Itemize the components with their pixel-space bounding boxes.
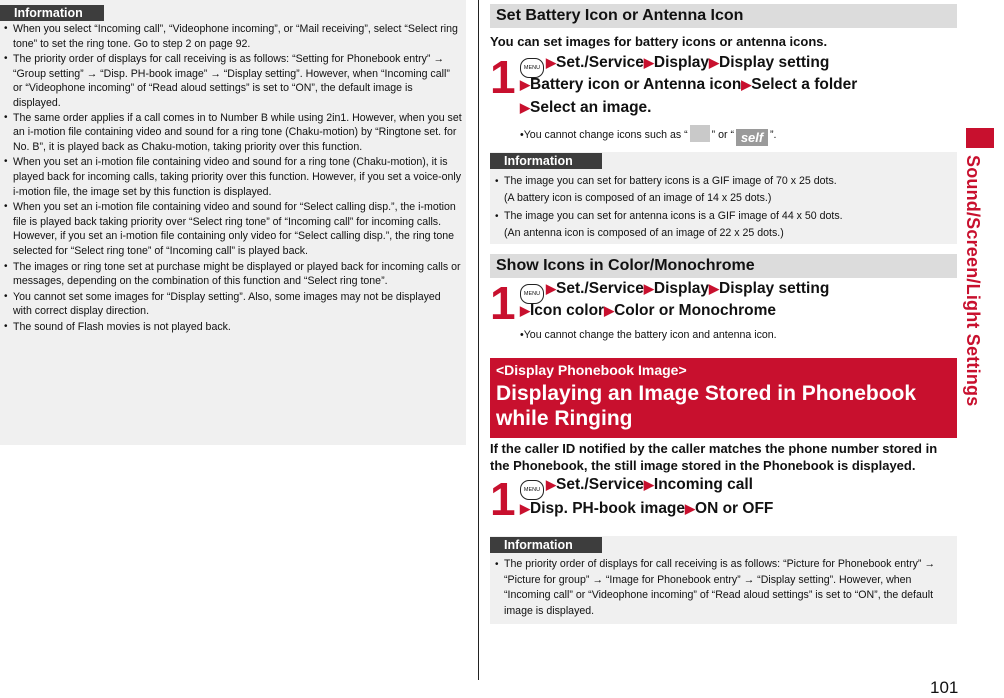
step-number: 1: [490, 473, 516, 525]
phonebook-title-banner: [490, 358, 957, 438]
chapter-side-title: Sound/Screen/Light Settings: [963, 155, 983, 407]
list-item: • The image you can set for battery icons is a GIF image of 70 x 25 dots. (A battery icon is composed of an image of 14 x 25 dots.): [493, 173, 953, 207]
step-line-1: MENU ▶Set./Service▶Display▶Display setting: [520, 54, 829, 78]
information-label: Information: [0, 5, 104, 21]
phonebook-lead-text: If the caller ID notified by the caller matches the phone number stored in the Phonebook, the still image stored in the Phonebook is displayed.: [490, 441, 938, 473]
list-item: • The images or ring tone set at purchase might be displayed or played back for incoming calls or messages, depending on the combination of this function and “Select ring tone”.: [2, 260, 462, 289]
phonebook-title: Displaying an Image Stored in Phonebook while Ringing: [496, 382, 917, 430]
list-item: • The sound of Flash movies is not played back.: [2, 320, 462, 335]
phonebook-subtitle: <Display Phonebook Image>: [496, 362, 687, 378]
step-line-2: ▶Disp. PH-book image▶ON or OFF: [520, 500, 774, 517]
list-item: • The priority order of displays for call receiving is as follows: “Picture for Phonebook entry” → “Picture for group” → “Image for Phonebook entry” → “Display setting”. However, when “Incoming call” or “Videophone incoming” of “Read aloud settings” is set to “ON”, the default image is displayed.: [493, 557, 953, 619]
list-item-continuation: • The same order applies if a call comes in to Number B while using 2in1. However, when you set an i-motion file containing video and sound for a ring tone (Chaku-motion) by “Ringtone set. for No. B”, it is played back as Chaku-motion, taking priority over this function.: [2, 111, 462, 155]
section-header-color: Show Icons in Color/Monochrome: [490, 254, 957, 278]
information-label: Information: [490, 537, 602, 553]
step-line-1: MENU ▶Set./Service▶Display▶Display setting: [520, 280, 829, 304]
list-item: • When you set an i-motion file containing video and sound for “Select calling disp.”, the i-motion file is played back taking priority over “Select ring tone” of “Incoming call” for incoming calls. However, if you set an i-motion file containing only video for “Select calling disp.”, the ring tone selected for “Select ring tone” of “Incoming call” is played back.: [2, 200, 462, 258]
self-icon: self: [736, 129, 768, 146]
battery-step-note: •You cannot change icons such as “ ” or “ self ”.: [520, 125, 777, 146]
battery-lead-text: You can set images for battery icons or antenna icons.: [490, 34, 828, 49]
list-item: • When you select “Incoming call”, “Videophone incoming”, or “Mail receiving”, select “Select ring tone” to set the ring tone. Go to step 2 on page 92.: [2, 22, 462, 51]
color-step-note: •You cannot change the battery icon and antenna icon.: [520, 329, 777, 341]
left-information-panel: [0, 0, 466, 445]
battery-information-box: [490, 152, 957, 244]
step-line-2: ▶Icon color▶Color or Monochrome: [520, 302, 776, 319]
phonebook-information-box: [490, 536, 957, 624]
chapter-tab-marker: [966, 128, 994, 148]
menu-key-icon: MENU: [520, 480, 544, 500]
step-line-2: ▶Battery icon or Antenna icon▶Select a folder: [520, 76, 858, 93]
menu-key-icon: MENU: [520, 284, 544, 304]
step-line-1: MENU ▶Set./Service▶Incoming call: [520, 476, 753, 500]
section-header-battery: Set Battery Icon or Antenna Icon: [490, 4, 957, 28]
information-label: Information: [490, 153, 602, 169]
list-item: • The priority order of displays for call receiving is as follows: “Setting for Phonebook entry” → “Group setting” → “Disp. PH-book image” → “Display setting”. However, when “Incoming call” or “Videophone incoming” of “Read aloud settings” is set to “ON”, the default image is displayed.: [2, 52, 462, 110]
column-divider: [478, 0, 479, 680]
menu-key-icon: MENU: [520, 58, 544, 78]
list-item: • The image you can set for antenna icons is a GIF image of 44 x 50 dots. (An antenna icon is composed of an image of 22 x 25 dots.): [493, 208, 953, 242]
step-number: 1: [490, 51, 516, 103]
list-item: • When you set an i-motion file containing video and sound for a ring tone (Chaku-motion), it is played back for incoming calls, taking priority over this function. However, if you set a voice-only i-motion file, the image set by this function is displayed.: [2, 155, 462, 199]
left-bullet-list: [2, 22, 462, 335]
page-number: 101: [930, 678, 959, 697]
step-line-3: ▶Select an image.: [520, 99, 652, 116]
step-number: 1: [490, 277, 516, 329]
antenna-icon: [690, 125, 710, 142]
list-item: • You cannot set some images for “Display setting”. Also, some images may not be displayed with correct display direction.: [2, 290, 462, 319]
